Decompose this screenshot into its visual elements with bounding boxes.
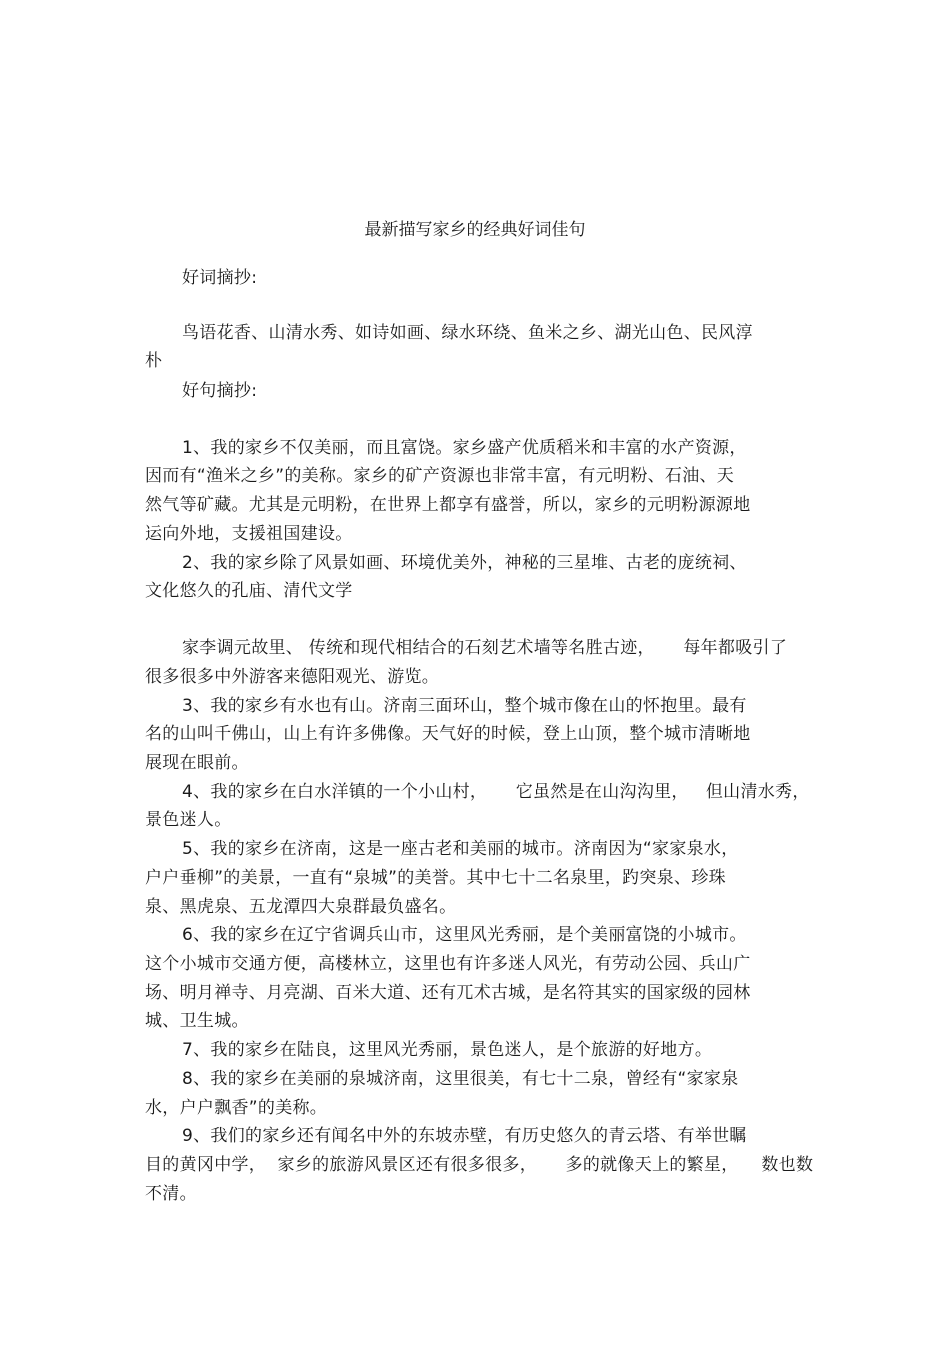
text-line: 场、明月禅寺、月亮湖、百米大道、还有兀术古城，是名符其实的国家级的园林 [145, 983, 751, 1003]
text-line: 5、我的家乡在济南，这是一座古老和美丽的城市。济南因为“家家泉水， [182, 839, 739, 859]
text-line: 不清。 [145, 1184, 197, 1204]
text-line: 朴 [145, 351, 163, 371]
text-line: 名的山叫千佛山，山上有许多佛像。天气好的时候，登上山顶，整个城市清晰地 [145, 724, 751, 744]
text-line: 水，户户飘香”的美称。 [145, 1098, 328, 1118]
text-line: 6、我的家乡在辽宁省调兵山市，这里风光秀丽，是个美丽富饶的小城市。 [182, 925, 747, 945]
section-heading-words: 好词摘抄: [182, 268, 258, 288]
text-line: 泉、黑虎泉、五龙潭四大泉群最负盛名。 [145, 897, 457, 917]
text-line: 户户垂柳”的美景，一直有“泉城”的美誉。其中七十二名泉里，趵突泉、珍珠 [145, 868, 726, 888]
text-line: 很多很多中外游客来德阳观光、游览。 [145, 667, 440, 687]
page-title: 最新描写家乡的经典好词佳句 [364, 220, 586, 240]
text-line: 家李调元故里、 传统和现代相结合的石刻艺术墙等名胜古迹， 每年都吸引了 [182, 638, 788, 658]
text-line: 8、我的家乡在美丽的泉城济南，这里很美，有七十二泉，曾经有“家家泉 [182, 1069, 739, 1089]
text-line: 4、我的家乡在白水洋镇的一个小山村， 它虽然是在山沟沟里， 但山清水秀， [182, 782, 810, 802]
text-line: 2、我的家乡除了风景如画、环境优美外，神秘的三星堆、古老的庞统祠、 [182, 553, 747, 573]
section-heading-sentences: 好句摘抄: [182, 381, 258, 401]
text-line: 然气等矿藏。尤其是元明粉，在世界上都享有盛誉，所以，家乡的元明粉源源地 [145, 495, 751, 515]
text-line: 这个小城市交通方便，高楼林立，这里也有许多迷人风光，有劳动公园、兵山广 [145, 954, 751, 974]
text-line: 运向外地，支援祖国建设。 [145, 524, 353, 544]
text-line: 鸟语花香、山清水秀、如诗如画、绿水环绕、鱼米之乡、湖光山色、民风淳 [182, 323, 753, 343]
text-line: 展现在眼前。 [145, 753, 249, 773]
text-line: 3、我的家乡有水也有山。济南三面环山，整个城市像在山的怀抱里。最有 [182, 696, 747, 716]
text-line: 城、卫生城。 [145, 1011, 249, 1031]
text-line: 9、我们的家乡还有闻名中外的东坡赤壁，有历史悠久的青云塔、有举世瞩 [182, 1126, 747, 1146]
text-line: 景色迷人。 [145, 810, 232, 830]
text-line: 因而有“渔米之乡”的美称。家乡的矿产资源也非常丰富，有元明粉、石油、天 [145, 466, 735, 486]
text-line: 1、我的家乡不仅美丽，而且富饶。家乡盛产优质稻米和丰富的水产资源， [182, 438, 747, 458]
text-line: 7、我的家乡在陆良，这里风光秀丽，景色迷人，是个旅游的好地方。 [182, 1040, 713, 1060]
text-line: 目的黄冈中学， 家乡的旅游风景区还有很多很多， 多的就像天上的繁星， 数也数 [145, 1155, 814, 1175]
text-line: 文化悠久的孔庙、清代文学 [145, 581, 353, 601]
